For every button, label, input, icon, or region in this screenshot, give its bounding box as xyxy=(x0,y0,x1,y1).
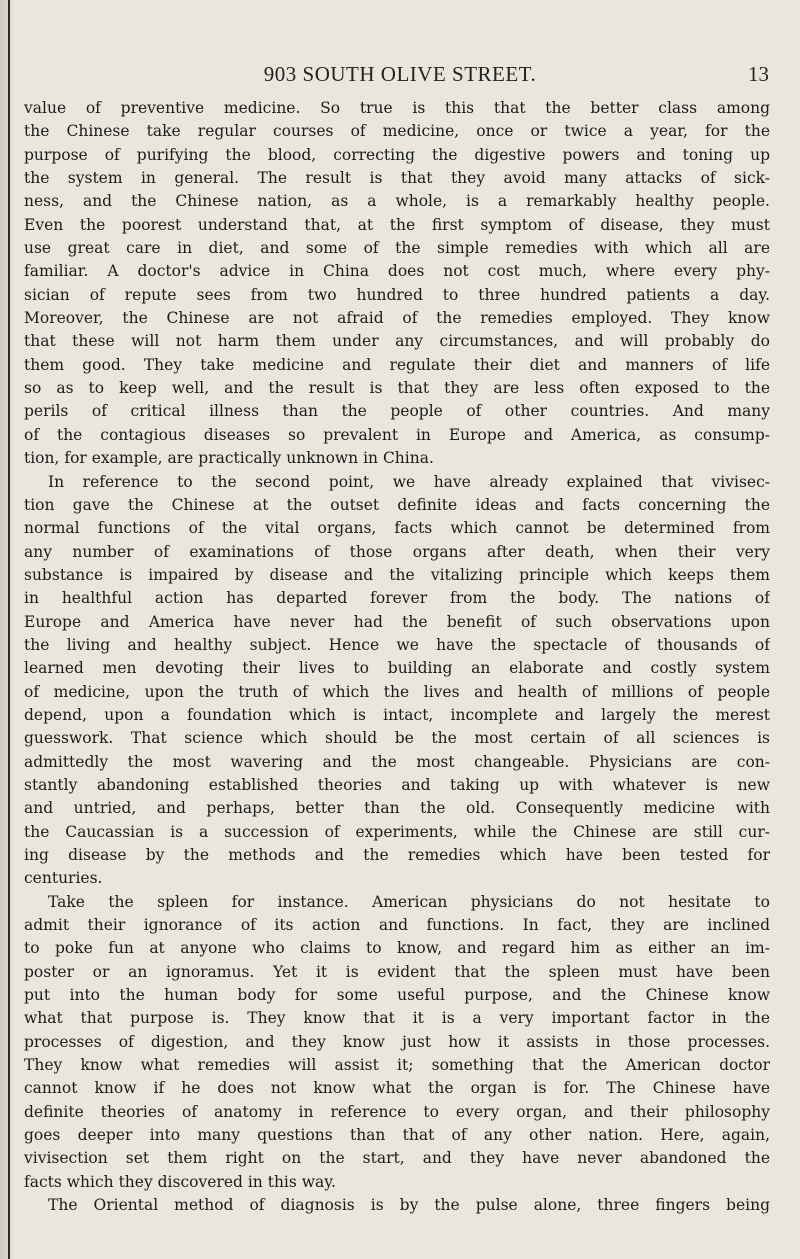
text-line: put into the human body for some useful purpose, and the Chinese know xyxy=(24,986,770,1005)
running-title: 903 SOUTH OLIVE STREET. xyxy=(263,62,537,86)
text-line: Europe and America have never had the benefit of such observations upon xyxy=(24,612,770,631)
binding-edge-line xyxy=(8,0,10,1259)
text-line: admittedly the most wavering and the most changeable. Physicians are con- xyxy=(24,752,770,771)
text-line: the Chinese take regular courses of medicine, once or twice a year, for the xyxy=(24,122,770,141)
text-line: tion, for example, are practically unknown in China. xyxy=(24,449,434,468)
text-line: Take the spleen for instance. American physicians do not hesitate to xyxy=(48,892,770,911)
text-line: and untried, and perhaps, better than the old. Consequently medicine with xyxy=(24,799,770,818)
text-line: the system in general. The result is that they avoid many attacks of sick- xyxy=(24,169,770,188)
text-line: The Oriental method of diagnosis is by the pulse alone, three fingers being xyxy=(48,1196,770,1215)
text-line: goes deeper into many questions than that of any other nation. Here, again, xyxy=(24,1126,770,1145)
text-line: definite theories of anatomy in reference to every organ, and their philosophy xyxy=(24,1102,770,1121)
text-line: any number of examinations of those organs after death, when their very xyxy=(24,542,770,561)
text-line: depend, upon a foundation which is intact, incomplete and largely the merest xyxy=(24,705,770,724)
text-line: In reference to the second point, we have already explained that vivisec- xyxy=(48,472,770,491)
page-spine-shadow xyxy=(0,0,14,1259)
text-line: familiar. A doctor's advice in China does not cost much, where every phy- xyxy=(24,262,770,281)
text-line: guesswork. That science which should be the most certain of all sciences is xyxy=(24,729,770,748)
text-line: Even the poorest understand that, at the first symptom of disease, they must xyxy=(24,215,770,234)
running-head xyxy=(0,62,800,92)
text-line: substance is impaired by disease and the vitalizing principle which keeps them xyxy=(24,565,770,584)
text-line: that these will not harm them under any circumstances, and will probably do xyxy=(24,332,770,351)
text-line: ness, and the Chinese nation, as a whole, is a remarkably healthy people. xyxy=(24,192,770,211)
text-line: use great care in diet, and some of the simple remedies with which all are xyxy=(24,239,770,258)
text-line: the living and healthy subject. Hence we have the spectacle of thousands of xyxy=(24,635,770,654)
text-line: sician of repute sees from two hundred to three hundred patients a day. xyxy=(24,285,770,304)
text-line: purpose of purifying the blood, correcting the digestive powers and toning up xyxy=(24,145,770,164)
text-line: tion gave the Chinese at the outset definite ideas and facts concerning the xyxy=(24,495,770,514)
text-line: learned men devoting their lives to building an elaborate and costly system xyxy=(24,659,770,678)
text-line: in healthful action has departed forever from the body. The nations of xyxy=(24,589,770,608)
text-line: normal functions of the vital organs, facts which cannot be determined from xyxy=(24,519,770,538)
page-number: 13 xyxy=(748,62,769,86)
text-line: Moreover, the Chinese are not afraid of the remedies employed. They know xyxy=(24,309,770,328)
text-line: ing disease by the methods and the remedies which have been tested for xyxy=(24,846,770,864)
text-line: what that purpose is. They know that it is a very important factor in the xyxy=(24,1009,770,1028)
text-line: to poke fun at anyone who claims to know, and regard him as either an im- xyxy=(24,939,770,958)
text-line: vivisection set them right on the start, and they have never abandoned the xyxy=(24,1149,770,1168)
text-line: processes of digestion, and they know just how it assists in those processes. xyxy=(24,1032,770,1051)
text-line: them good. They take medicine and regulate their diet and manners of life xyxy=(24,355,770,374)
body-text xyxy=(24,97,770,1218)
text-line: so as to keep well, and the result is that they are less often exposed to the xyxy=(24,379,770,398)
text-line: admit their ignorance of its action and functions. In fact, they are inclined xyxy=(24,916,770,935)
text-line: They know what remedies will assist it; something that the American doctor xyxy=(24,1056,770,1075)
text-line: cannot know if he does not know what the organ is for. The Chinese have xyxy=(24,1079,770,1098)
text-line: stantly abandoning established theories and taking up with whatever is new xyxy=(24,775,770,794)
text-line: facts which they discovered in this way. xyxy=(24,1172,336,1191)
text-line: perils of critical illness than the people of other countries. And many xyxy=(24,402,770,421)
text-line: of medicine, upon the truth of which the lives and health of millions of people xyxy=(24,682,770,701)
text-line: the Caucassian is a succession of experiments, while the Chinese are still cur- xyxy=(24,822,770,841)
text-line: poster or an ignoramus. Yet it is evident that the spleen must have been xyxy=(24,962,770,981)
text-line: value of preventive medicine. So true is this that the better class among xyxy=(24,99,770,117)
text-line: centuries. xyxy=(24,869,103,888)
text-line: of the contagious diseases so prevalent in Europe and America, as consump- xyxy=(24,425,770,444)
